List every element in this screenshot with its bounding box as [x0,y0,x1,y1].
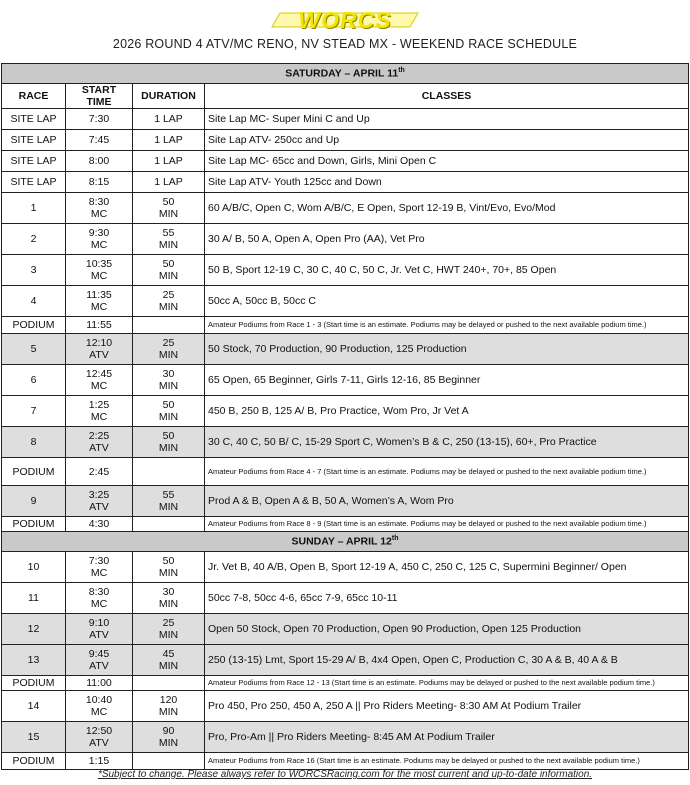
start-time-cell [66,458,133,486]
vehicle-type: MC [90,239,108,251]
duration-value: 1 LAP [154,134,183,146]
start-time-cell [66,334,133,365]
classes-cell: 50 B, Sport 12-19 C, 30 C, 40 C, 50 C, Jr. Vet C, HWT 240+, 70+, 85 Open [205,255,689,286]
podium-row [2,317,689,334]
duration-unit: MIN [158,442,179,454]
duration-unit: MIN [158,598,179,610]
table-header-row [2,84,689,109]
classes-cell: Jr. Vet B, 40 A/B, Open B, Sport 12-19 A, 450 C, 250 C, 125 C, Supermini Beginner/ Open [205,552,689,583]
classes-cell: Site Lap ATV- Youth 125cc and Down [205,172,689,193]
classes-cell: 65 Open, 65 Beginner, Girls 7-11, Girls 12-16, 85 Beginner [205,365,689,396]
podium-row [2,458,689,486]
classes-cell: Site Lap MC- 65cc and Down, Girls, Mini Open C [205,151,689,172]
vehicle-type: MC [90,706,108,718]
classes-header: CLASSES [205,84,689,109]
duration-cell [133,722,205,753]
classes-cell: 50cc A, 50cc B, 50cc C [205,286,689,317]
section-header-sunday [2,532,689,552]
race-cell: 15 [2,722,66,753]
day-suffix: th [391,535,399,543]
vehicle-type: MC [90,411,108,423]
duration-value: 120 [159,694,178,706]
race-cell: PODIUM [2,317,66,334]
duration-value: 50 [162,430,175,442]
duration-value: 25 [162,617,175,629]
race-row [2,224,689,255]
duration-value: 25 [162,337,175,349]
start-time: 9:30 [88,227,110,239]
start-time: 8:30 [88,586,110,598]
race-header: RACE [2,84,66,109]
classes-cell: Prod A & B, Open A & B, 50 A, Women’s A, Wom Pro [205,486,689,517]
vehicle-type: ATV [89,737,109,749]
duration-unit: MIN [158,411,179,423]
start-time-cell [66,517,133,532]
start-time: 11:55 [86,319,112,331]
duration-unit: MIN [158,660,179,672]
start-time: 1:15 [88,755,110,767]
duration-value: 50 [162,399,175,411]
start-time-cell [66,224,133,255]
classes-cell: Site Lap ATV- 250cc and Up [205,130,689,151]
race-cell: SITE LAP [2,109,66,130]
duration-cell [133,365,205,396]
duration-value: 45 [162,648,175,660]
vehicle-type: MC [90,208,108,220]
start-time: 8:00 [88,155,110,167]
start-time: 7:30 [88,113,110,125]
start-time-cell [66,396,133,427]
race-cell: 7 [2,396,66,427]
disclaimer-footer: *Subject to change. Please always refer to WORCSRacing.com for the most current and up-to-date information. [97,769,593,780]
duration-cell [133,255,205,286]
race-cell: 8 [2,427,66,458]
classes-cell: Amateur Podiums from Race 4 - 7 (Start time is an estimate. Podiums may be delayed or pushed to the next available podium time.) [205,458,689,486]
classes-cell: 50cc 7-8, 50cc 4-6, 65cc 7-9, 65cc 10-11 [205,583,689,614]
start-time: 12:10 [85,337,113,349]
worcs-logo [0,6,690,34]
race-cell: PODIUM [2,676,66,691]
podium-row [2,676,689,691]
start-time: 12:50 [85,725,113,737]
race-cell: SITE LAP [2,151,66,172]
classes-cell: Amateur Podiums from Race 1 - 3 (Start time is an estimate. Podiums may be delayed or pushed to the next available podium time.) [205,317,689,334]
start-time: 10:40 [85,694,113,706]
start-time-cell [66,583,133,614]
duration-unit: MIN [158,706,179,718]
classes-cell: 30 C, 40 C, 50 B/ C, 15-29 Sport C, Women’s B & C, 250 (13-15), 60+, Pro Practice [205,427,689,458]
duration-cell [133,614,205,645]
duration-value: 25 [162,289,175,301]
start-time: 7:45 [88,134,110,146]
duration-cell [133,109,205,130]
start-time-cell [66,286,133,317]
race-cell: 1 [2,193,66,224]
duration-cell [133,427,205,458]
day-text: SATURDAY – APRIL 11 [285,67,399,80]
race-cell: 11 [2,583,66,614]
classes-cell: 30 A/ B, 50 A, Open A, Open Pro (AA), Vet Pro [205,224,689,255]
duration-unit: MIN [158,501,179,513]
start-time: 11:35 [86,289,112,301]
race-cell: 13 [2,645,66,676]
start-time: 12:45 [85,368,113,380]
race-cell: PODIUM [2,753,66,770]
duration-cell [133,130,205,151]
duration-unit: MIN [158,629,179,641]
classes-cell: 50 Stock, 70 Production, 90 Production, 125 Production [205,334,689,365]
duration-cell [133,486,205,517]
race-row [2,255,689,286]
day-suffix: th [398,67,405,75]
duration-cell [133,334,205,365]
start-time: 3:25 [88,489,110,501]
duration-cell [133,286,205,317]
duration-value: 30 [162,368,175,380]
duration-unit: MIN [158,380,179,392]
start-time-cell [66,691,133,722]
start-time-cell [66,645,133,676]
race-row [2,365,689,396]
duration-value: 55 [162,489,175,501]
duration-cell [133,691,205,722]
race-row [2,722,689,753]
start-time: 4:30 [88,518,110,530]
race-row [2,552,689,583]
duration-unit: MIN [158,270,179,282]
duration-cell [133,151,205,172]
start-time-cell [66,130,133,151]
duration-value: 50 [162,196,175,208]
start-time-cell [66,486,133,517]
duration-cell [133,172,205,193]
duration-header: DURATION [133,84,205,109]
race-cell: 3 [2,255,66,286]
page-title: 2026 ROUND 4 ATV/MC RENO, NV STEAD MX - WEEKEND RACE SCHEDULE [112,37,578,51]
duration-cell [133,753,205,770]
start-time: 8:15 [88,176,110,188]
race-row [2,396,689,427]
duration-value: 30 [162,586,175,598]
duration-cell [133,193,205,224]
vehicle-type: ATV [89,349,109,361]
race-cell: 4 [2,286,66,317]
duration-value: 90 [162,725,175,737]
race-cell: 14 [2,691,66,722]
classes-cell: 60 A/B/C, Open C, Wom A/B/C, E Open, Sport 12-19 B, Vint/Evo, Evo/Mod [205,193,689,224]
vehicle-type: ATV [89,442,109,454]
start-time: 8:30 [88,196,110,208]
race-row [2,286,689,317]
race-row [2,427,689,458]
race-cell: 10 [2,552,66,583]
classes-cell: Amateur Podiums from Race 12 - 13 (Start time is an estimate. Podiums may be delayed or pushed to the next available podium time.) [205,676,689,691]
vehicle-type: MC [90,301,108,313]
duration-cell [133,676,205,691]
race-row [2,691,689,722]
start-time: 7:30 [88,555,110,567]
classes-cell: Pro, Pro-Am || Pro Riders Meeting- 8:45 AM At Podium Trailer [205,722,689,753]
start-time-cell [66,753,133,770]
duration-unit: MIN [158,239,179,251]
duration-unit: MIN [158,301,179,313]
race-cell: PODIUM [2,517,66,532]
classes-cell: 450 B, 250 B, 125 A/ B, Pro Practice, Wom Pro, Jr Vet A [205,396,689,427]
duration-value: 50 [162,555,175,567]
duration-cell [133,517,205,532]
vehicle-type: ATV [89,629,109,641]
start-time: 2:25 [88,430,110,442]
logo-text: WORCS [298,6,392,33]
race-row [2,583,689,614]
classes-cell: Site Lap MC- Super Mini C and Up [205,109,689,130]
duration-cell [133,583,205,614]
classes-cell: Amateur Podiums from Race 16 (Start time is an estimate. Podiums may be delayed or pushed to the next available podium time.) [205,753,689,770]
race-cell: 6 [2,365,66,396]
vehicle-type: ATV [89,660,109,672]
race-cell: 9 [2,486,66,517]
duration-unit: MIN [158,349,179,361]
start-time-cell [66,614,133,645]
day-label [2,64,689,84]
day-label [2,532,689,552]
podium-row [2,517,689,532]
race-cell: 12 [2,614,66,645]
duration-cell [133,317,205,334]
start-time: 1:25 [88,399,110,411]
race-row [2,614,689,645]
start-time-cell [66,552,133,583]
vehicle-type: MC [90,380,108,392]
race-row [2,334,689,365]
start-time: 11:00 [86,677,112,689]
vehicle-type: MC [90,598,108,610]
start-time-cell [66,365,133,396]
classes-cell: Pro 450, Pro 250, 450 A, 250 A || Pro Riders Meeting- 8:30 AM At Podium Trailer [205,691,689,722]
start-time-cell [66,151,133,172]
start-time-cell [66,317,133,334]
duration-value: 1 LAP [154,176,183,188]
start-time-cell [66,193,133,224]
classes-cell: Amateur Podiums from Race 8 - 9 (Start time is an estimate. Podiums may be delayed or pushed to the next available podium time.) [205,517,689,532]
vehicle-type: ATV [89,501,109,513]
race-cell: PODIUM [2,458,66,486]
start-time-cell [66,255,133,286]
start-time-cell [66,172,133,193]
race-cell: SITE LAP [2,172,66,193]
duration-unit: MIN [158,208,179,220]
duration-value: 50 [162,258,175,270]
race-row [2,645,689,676]
duration-cell [133,224,205,255]
start-time-cell [66,722,133,753]
podium-row [2,753,689,770]
schedule-table [1,63,689,770]
start-time: 9:10 [88,617,110,629]
race-cell: SITE LAP [2,130,66,151]
start-time: 2:45 [88,465,110,478]
start-time-cell [66,676,133,691]
vehicle-type: MC [90,567,108,579]
race-row [2,130,689,151]
race-row [2,109,689,130]
race-row [2,486,689,517]
duration-cell [133,552,205,583]
day-text: SUNDAY – APRIL 12 [291,535,392,548]
vehicle-type: MC [90,270,108,282]
start-time-cell [66,109,133,130]
race-cell: 5 [2,334,66,365]
start-time-header: START TIME [66,84,133,109]
duration-cell [133,396,205,427]
duration-value: 1 LAP [154,113,183,125]
duration-unit: MIN [158,737,179,749]
start-time-cell [66,427,133,458]
classes-cell: Open 50 Stock, Open 70 Production, Open 90 Production, Open 125 Production [205,614,689,645]
duration-unit: MIN [158,567,179,579]
race-row [2,193,689,224]
race-row [2,151,689,172]
start-time: 10:35 [85,258,113,270]
duration-cell [133,458,205,486]
duration-value: 1 LAP [154,155,183,167]
race-cell: 2 [2,224,66,255]
classes-cell: 250 (13-15) Lmt, Sport 15-29 A/ B, 4x4 Open, Open C, Production C, 30 A & B, 40 A & B [205,645,689,676]
duration-value: 55 [162,227,175,239]
start-time: 9:45 [88,648,110,660]
duration-cell [133,645,205,676]
race-row [2,172,689,193]
section-header-saturday [2,64,689,84]
